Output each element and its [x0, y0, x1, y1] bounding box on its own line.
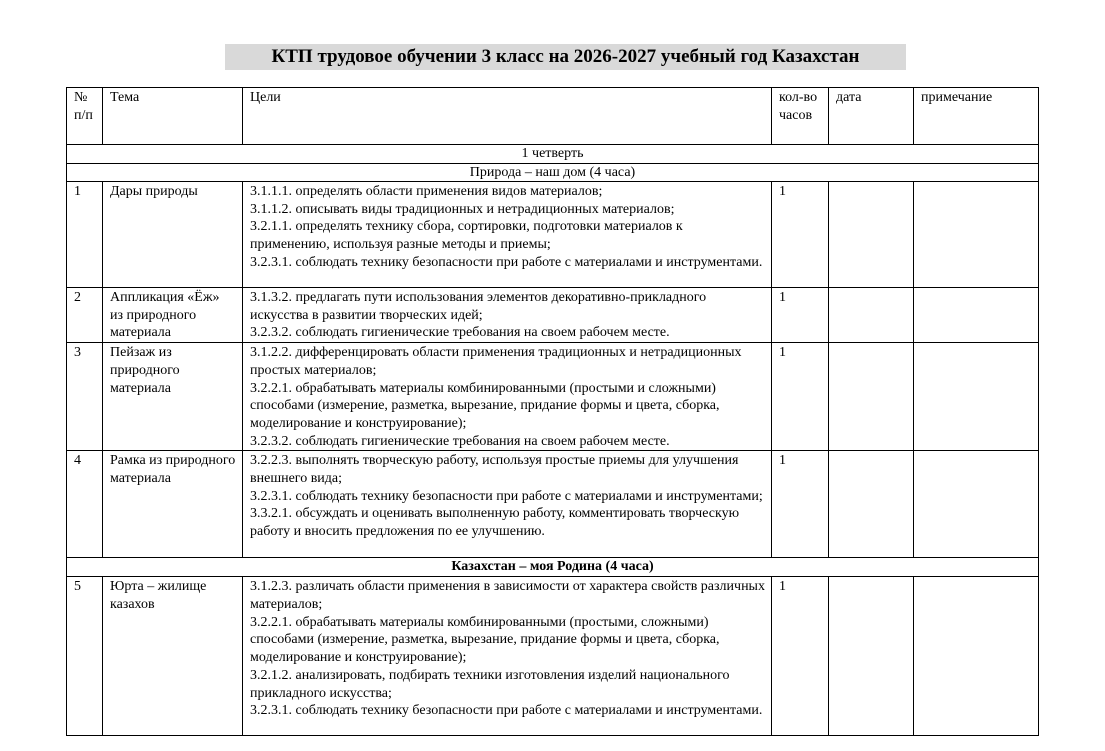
row-topic: Рамка из природного материала — [103, 451, 243, 558]
goal-item: 3.3.2.1. обсуждать и оценивать выполненную работу, комментировать творческую работу и вносить предложения по ее улучшению. — [250, 506, 740, 540]
row-note — [914, 288, 1039, 343]
row-goals — [243, 343, 772, 451]
row-note — [914, 451, 1039, 558]
row-number: 2 — [67, 288, 103, 343]
row-topic: Аппликация «Ёж» из природного материала — [103, 288, 243, 343]
row-topic: Пейзаж из природного материала — [103, 343, 243, 451]
goal-item: 3.1.1.1. определять области применения видов материалов; — [250, 184, 603, 199]
row-hours: 1 — [772, 451, 829, 558]
header-hours: кол-во часов — [772, 88, 829, 145]
row-hours: 1 — [772, 182, 829, 288]
row-date — [829, 182, 914, 288]
goal-item: 3.2.2.1. обрабатывать материалы комбинированными (простыми и сложными) способами (измерение, разметка, вырезание, придание формы и цвета, сборка, моделирование и конструирование); — [250, 380, 720, 431]
row-number: 3 — [67, 343, 103, 451]
row-topic: Юрта – жилище казахов — [103, 577, 243, 736]
ktp-table — [66, 87, 1039, 736]
goal-item: 3.2.1.1. определять технику сбора, сортировки, подготовки материалов к применению, используя разные методы и приемы; — [250, 219, 683, 253]
row-note — [914, 343, 1039, 451]
row-topic: Дары природы — [103, 182, 243, 288]
table-row — [67, 182, 1039, 288]
row-date — [829, 343, 914, 451]
header-topic: Тема — [103, 88, 243, 145]
row-number: 1 — [67, 182, 103, 288]
table-row — [67, 451, 1039, 558]
table-row — [67, 343, 1039, 451]
section-row — [67, 558, 1039, 577]
row-goals — [243, 577, 772, 736]
header-date: дата — [829, 88, 914, 145]
row-date — [829, 451, 914, 558]
row-number: 4 — [67, 451, 103, 558]
section-title: Природа – наш дом (4 часа) — [67, 164, 1039, 182]
goal-item: 3.1.2.2. дифференцировать области применения традиционных и нетрадиционных простых материалов; — [250, 345, 742, 378]
row-note — [914, 577, 1039, 736]
row-hours: 1 — [772, 288, 829, 343]
document-title: КТП трудовое обучении 3 класс на 2026-2027 учебный год Казахстан — [225, 44, 906, 70]
goal-item: 3.1.1.2. описывать виды традиционных и нетрадиционных материалов; — [250, 201, 675, 217]
goal-item: 3.1.2.3. различать области применения в зависимости от характера свойств различных материалов; — [250, 579, 765, 613]
quarter-row — [67, 145, 1039, 164]
row-goals — [243, 451, 772, 558]
goal-item: 3.2.1.2. анализировать, подбирать техники изготовления изделий национального прикладного искусства; — [250, 667, 730, 701]
header-note: примечание — [914, 88, 1039, 145]
header-num: № п/п — [67, 88, 103, 145]
row-date — [829, 288, 914, 343]
row-goals — [243, 288, 772, 343]
goal-item: 3.2.3.1. соблюдать технику безопасности при работе с материалами и инструментами. — [250, 254, 763, 270]
row-hours: 1 — [772, 343, 829, 451]
goal-item: 3.2.2.3. выполнять творческую работу, используя простые приемы для улучшения внешнего вида; — [250, 453, 739, 487]
header-row — [67, 88, 1039, 145]
goal-item: 3.2.3.1. соблюдать технику безопасности при работе с материалами и инструментами. — [250, 703, 763, 719]
table-row — [67, 577, 1039, 736]
row-goals — [243, 182, 772, 288]
row-note — [914, 182, 1039, 288]
goal-item: 3.2.3.1. соблюдать технику безопасности при работе с материалами и инструментами; — [250, 488, 763, 504]
goal-item: 3.2.2.1. обрабатывать материалы комбинированными (простыми, сложными) способами (измерение, разметка, вырезание, придание формы и цвета, сборка, моделирование и конструирование); — [250, 614, 720, 666]
row-date — [829, 577, 914, 736]
goal-item: 3.2.3.2. соблюдать гигиенические требования на своем рабочем месте. — [250, 325, 670, 341]
quarter-label: 1 четверть — [67, 145, 1039, 164]
table-row — [67, 288, 1039, 343]
row-hours: 1 — [772, 577, 829, 736]
goal-item: 3.1.3.2. предлагать пути использования элементов декоративно-прикладного искусства в развитии творческих идей; — [250, 290, 707, 323]
section-title: Казахстан – моя Родина (4 часа) — [67, 558, 1039, 577]
header-goals: Цели — [243, 88, 772, 145]
row-number: 5 — [67, 577, 103, 736]
goal-item: 3.2.3.2. соблюдать гигиенические требования на своем рабочем месте. — [250, 433, 670, 449]
section-row — [67, 164, 1039, 182]
